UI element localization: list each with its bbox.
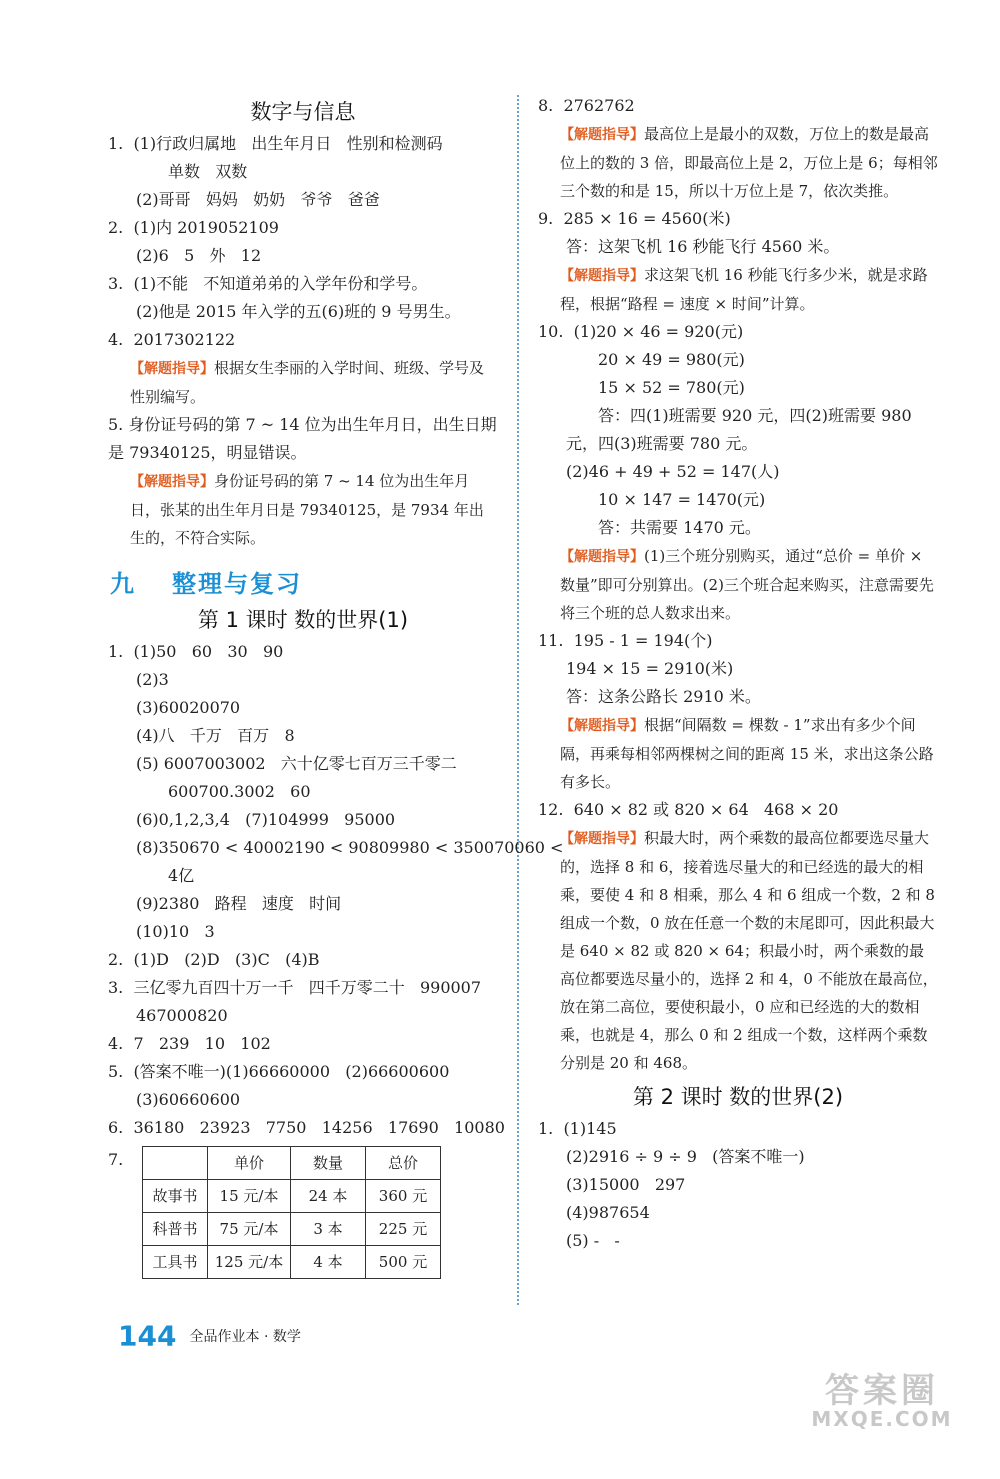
answer-line: 4. 7 239 10 102 xyxy=(108,1034,271,1053)
answer-line: (2)哥哥 妈妈 奶奶 爷爷 爸爸 xyxy=(136,190,380,209)
answer-line: 10 × 147 = 1470(元) xyxy=(598,490,766,509)
answer-line: (3)60660600 xyxy=(136,1090,241,1109)
answer-line: 10. (1)20 × 46 = 920(元) xyxy=(538,322,744,341)
book-title: 全品作业本 · 数学 xyxy=(189,1328,301,1345)
solution-tip xyxy=(538,261,938,318)
section-title: 数字与信息 xyxy=(250,100,356,124)
solution-tip xyxy=(538,824,938,1077)
tip-label: 【解题指导】 xyxy=(130,361,214,377)
tip-label: 【解题指导】 xyxy=(130,474,214,490)
tip-text: 根据女生李丽的入学时间、班级、学号及性别编写。 xyxy=(130,359,485,406)
answer-line: (5) - - xyxy=(566,1231,620,1250)
answer-line: (2)他是 2015 年入学的五(6)班的 9 号男生。 xyxy=(136,302,461,321)
answer-line: 194 × 15 = 2910(米) xyxy=(566,659,734,678)
table-cell: 125 元/本 xyxy=(208,1246,291,1279)
table-cell: 500 元 xyxy=(366,1246,441,1279)
answer-line: 4. 2017302122 xyxy=(108,330,236,349)
answer-line: 9. 285 × 16 = 4560(米) xyxy=(538,209,731,228)
answer-line: (3)60020070 xyxy=(136,698,241,717)
chapter-heading xyxy=(110,570,498,598)
answer-line: (2)3 xyxy=(136,670,169,689)
lesson-title: 第 1 课时 数的世界(1) xyxy=(197,608,409,632)
tip-text: 身份证号码的第 7 ~ 14 位为出生年月日，张某的出生年月日是 79340125，是 7934 年出生的，不符合实际。 xyxy=(130,472,484,547)
tip-label: 【解题指导】 xyxy=(560,127,644,143)
column-divider xyxy=(517,95,519,1305)
answer-line: 3. 三亿零九百四十万一千 四千万零二十 990007 xyxy=(108,978,482,997)
answer-line: 15 × 52 = 780(元) xyxy=(598,378,745,397)
table-header: 数量 xyxy=(291,1147,366,1180)
answer-line: 5. (答案不唯一)(1)66660000 (2)66600600 xyxy=(108,1062,450,1081)
tip-text: 根据“间隔数 = 棵数 - 1”求出有多少个间隔，再乘每相邻两棵树之间的距离 15 米，求出这条公路有多长。 xyxy=(560,716,934,791)
lesson-title: 第 2 课时 数的世界(2) xyxy=(632,1085,844,1109)
table-cell: 360 元 xyxy=(366,1180,441,1213)
answer-line: 答：四(1)班需要 920 元，四(2)班需要 980 xyxy=(598,406,912,425)
answer-line: 3. (1)不能 不知道弟弟的入学年份和学号。 xyxy=(108,274,428,293)
solution-tip xyxy=(108,467,498,552)
table-header xyxy=(143,1147,208,1180)
solution-tip xyxy=(538,542,938,627)
answer-line: 答：这架飞机 16 秒能飞行 4560 米。 xyxy=(566,237,840,256)
solution-tip xyxy=(108,354,498,411)
answer-line: 600700.3002 60 xyxy=(168,782,311,801)
table-cell: 3 本 xyxy=(291,1213,366,1246)
table-header: 单价 xyxy=(208,1147,291,1180)
answer-line: (10)10 3 xyxy=(136,922,215,941)
chapter-title: 整理与复习 xyxy=(172,570,302,598)
answer-line: 元，四(3)班需要 780 元。 xyxy=(566,434,758,453)
table-cell: 225 元 xyxy=(366,1213,441,1246)
answer-line: 1. (1)145 xyxy=(538,1119,617,1138)
right-column xyxy=(538,92,938,1255)
tip-text: 积最大时，两个乘数的最高位都要选尽量大的，选择 8 和 6，接着选尽量大的和已经选的最大的相乘，要使 4 和 8 相乘，那么 4 和 6 组成一个数，2 和 8 组成一个数，0 放在任意一个数的末尾即可，因此积最大是 640 × 82 或 820 × 64；积最小时，两个乘数的最高位都要选尽量小的，选择 2 和 4，0 不能放在最高位，放在第二高位，要使积最小，0 应和已经选的大的数相乘，也就是 4，那么 0 和 2 组成一个数，这样两个乘数分别是 20 和 468。 xyxy=(560,829,938,1072)
table-cell: 科普书 xyxy=(143,1213,208,1246)
watermark-domain: MXQE.COM xyxy=(811,1407,953,1431)
tip-label: 【解题指导】 xyxy=(560,831,644,847)
table-row xyxy=(143,1246,441,1279)
answer-line: 1. (1)50 60 30 90 xyxy=(108,642,284,661)
answer-line: (6)0,1,2,3,4 (7)104999 95000 xyxy=(136,810,396,829)
answer-line: 2. (1)内 2019052109 xyxy=(108,218,279,237)
table-row xyxy=(143,1213,441,1246)
answer-line: 1. (1)行政归属地 出生年月日 性别和检测码 xyxy=(108,134,443,153)
answer-line: (8)350670 < 40002190 < 90809980 < 350070060 < xyxy=(136,838,564,857)
tip-label: 【解题指导】 xyxy=(560,268,644,284)
chapter-number: 九 xyxy=(110,570,136,598)
table-cell: 24 本 xyxy=(291,1180,366,1213)
left-column xyxy=(108,92,564,1279)
price-table xyxy=(142,1146,441,1279)
answer-line: (5) 6007003002 六十亿零七百万三千零二 xyxy=(136,754,457,773)
answer-line: (4)987654 xyxy=(566,1203,650,1222)
answer-line: 6. 36180 23923 7750 14256 17690 10080 xyxy=(108,1118,505,1137)
answer-line: 单数 双数 xyxy=(168,162,248,181)
answer-line: 答：共需要 1470 元。 xyxy=(598,518,761,537)
answer-line: 答：这条公路长 2910 米。 xyxy=(566,687,761,706)
answer-line: 11. 195 - 1 = 194(个) xyxy=(538,631,713,650)
answer-line: (3)15000 297 xyxy=(566,1175,686,1194)
page-footer xyxy=(118,1319,301,1353)
answer-line: (9)2380 路程 速度 时间 xyxy=(136,894,342,913)
question-7 xyxy=(108,1146,498,1279)
answer-line: (2)2916 ÷ 9 ÷ 9 (答案不唯一) xyxy=(566,1147,805,1166)
watermark-text: 答案圈 xyxy=(825,1371,939,1411)
page-number: 144 xyxy=(118,1319,177,1353)
answer-line: 2. (1)D (2)D (3)C (4)B xyxy=(108,950,320,969)
solution-tip xyxy=(538,711,938,796)
answer-line: 20 × 49 = 980(元) xyxy=(598,350,745,369)
question-number: 7. xyxy=(108,1150,124,1169)
answer-line: 12. 640 × 82 或 820 × 64 468 × 20 xyxy=(538,800,839,819)
tip-text: 求这架飞机 16 秒能飞行多少米，就是求路程，根据“路程 = 速度 × 时间”计算。 xyxy=(560,266,928,313)
table-cell: 故事书 xyxy=(143,1180,208,1213)
tip-text: 最高位上是最小的双数，万位上的数是最高位上的数的 3 倍，即最高位上是 2，万位上是 6；每相邻三个数的和是 15，所以十万位上是 7，依次类推。 xyxy=(560,125,938,200)
solution-tip xyxy=(538,120,938,205)
answer-line: 467000820 xyxy=(136,1006,228,1025)
table-row xyxy=(143,1180,441,1213)
answer-line: (2)6 5 外 12 xyxy=(136,246,262,265)
answer-line: 4亿 xyxy=(168,866,195,885)
watermark-logo xyxy=(792,1371,972,1457)
table-cell: 15 元/本 xyxy=(208,1180,291,1213)
tip-label: 【解题指导】 xyxy=(560,549,644,565)
table-cell: 75 元/本 xyxy=(208,1213,291,1246)
table-header: 总价 xyxy=(366,1147,441,1180)
table-cell: 4 本 xyxy=(291,1246,366,1279)
table-header-row xyxy=(143,1147,441,1180)
tip-text: (1)三个班分别购买，通过“总价 = 单价 × 数量”即可分别算出。(2)三个班合起来购买，注意需要先将三个班的总人数求出来。 xyxy=(560,547,934,622)
answer-line: 5. 身份证号码的第 7 ~ 14 位为出生年月日，出生日期是 79340125，明显错误。 xyxy=(108,415,497,462)
answer-line: (4)八 千万 百万 8 xyxy=(136,726,295,745)
answer-line: (2)46 + 49 + 52 = 147(人) xyxy=(566,462,780,481)
answer-line: 8. 2762762 xyxy=(538,96,635,115)
table-cell: 工具书 xyxy=(143,1246,208,1279)
tip-label: 【解题指导】 xyxy=(560,718,644,734)
